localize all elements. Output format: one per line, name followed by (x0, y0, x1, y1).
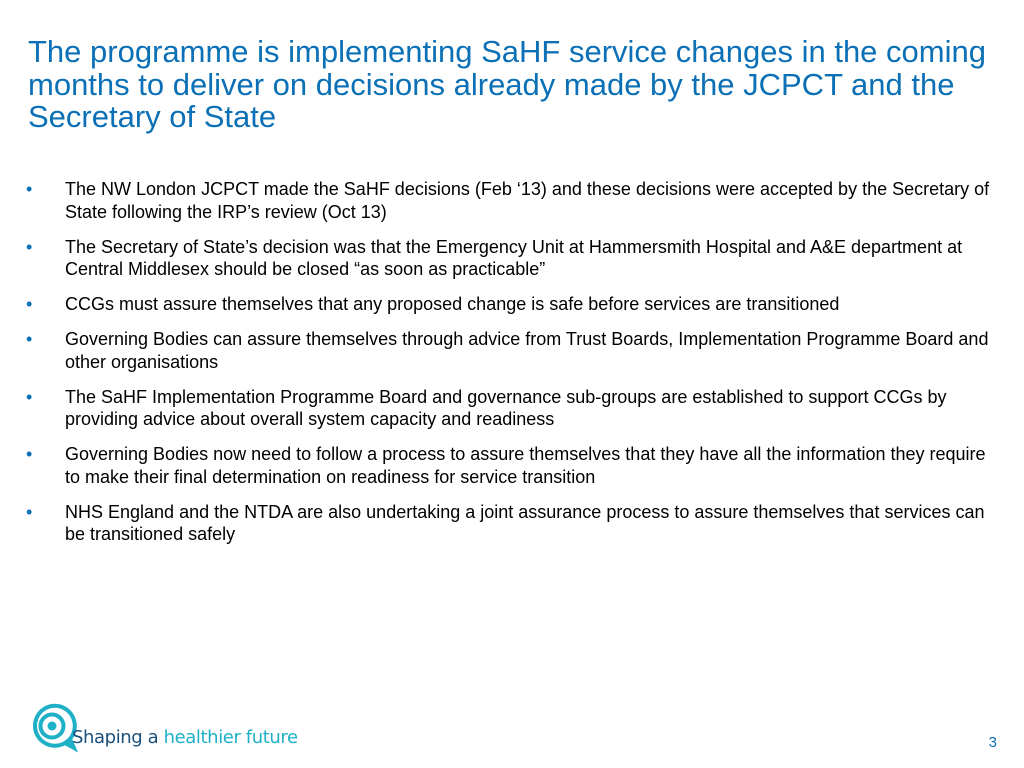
slide-title: The programme is implementing SaHF service changes in the coming months to deliver on decisions already made by the JCPCT and the Secretary of State (28, 34, 986, 134)
bullet-item (24, 328, 999, 373)
page-number: 3 (988, 734, 997, 751)
speech-ring-icon (28, 702, 78, 754)
bullet-text: NHS England and the NTDA are also undertaking a joint assurance process to assure themselves that services can be transitioned safely (65, 501, 985, 544)
bullet-item (24, 443, 999, 488)
bullet-item (24, 236, 999, 281)
logo-text-part2: healthier future (163, 727, 298, 748)
bullet-dot-icon: • (26, 329, 33, 349)
bullet-item (24, 178, 999, 223)
logo-text (72, 727, 298, 749)
bullet-dot-icon: • (26, 386, 33, 407)
bullet-item (24, 501, 999, 546)
bullet-item (24, 293, 999, 316)
bullet-text: Governing Bodies now need to follow a process to assure themselves that they have all the information they require to make their final determination on readiness for service transition (65, 444, 986, 487)
bullet-text: The SaHF Implementation Programme Board and governance sub-groups are established to support CCGs by providing advice about overall system capacity and readiness (65, 386, 947, 429)
bullet-text: Governing Bodies can assure themselves through advice from Trust Boards, Implementation Programme Board and other organisations (65, 329, 989, 372)
bullet-text: The Secretary of State’s decision was that the Emergency Unit at Hammersmith Hospital and A&E department at Central Middlesex should be closed “as soon as practicable” (65, 236, 963, 279)
bullet-text: The NW London JCPCT made the SaHF decisions (Feb ‘13) and these decisions were accepted by the Secretary of State following the IRP’s review (Oct 13) (65, 179, 990, 222)
shaping-a-healthier-future-logo (28, 702, 328, 754)
bullet-list (24, 178, 999, 558)
bullet-dot-icon: • (26, 501, 33, 522)
bullet-dot-icon: • (26, 179, 33, 199)
bullet-dot-icon: • (26, 294, 33, 314)
bullet-item (24, 386, 999, 431)
bullet-text: CCGs must assure themselves that any proposed change is safe before services are transitioned (65, 294, 840, 314)
logo-text-part1: Shaping a (72, 727, 159, 748)
bullet-dot-icon: • (26, 444, 33, 464)
bullet-dot-icon: • (26, 236, 33, 257)
